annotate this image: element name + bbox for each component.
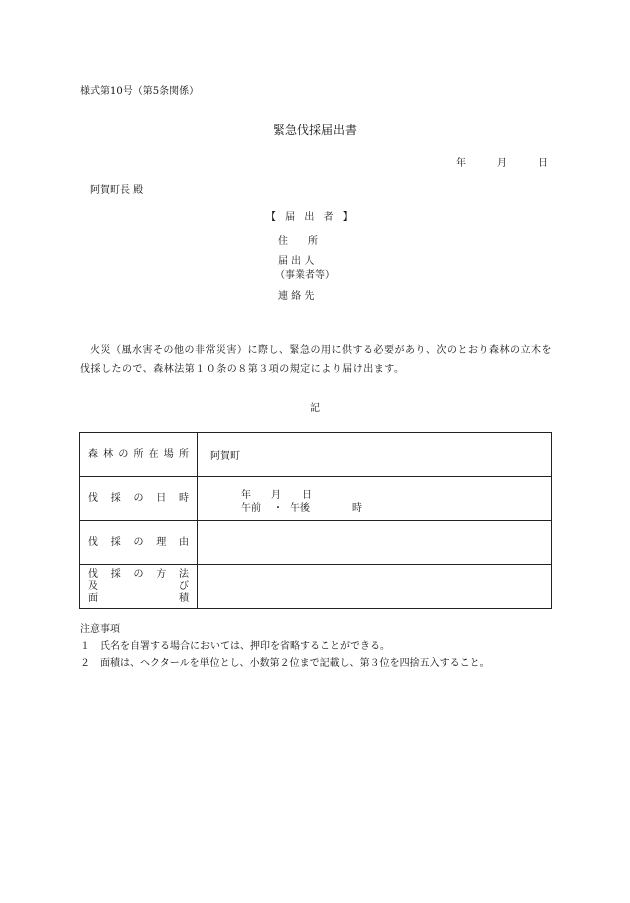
date-month-label: 月 xyxy=(497,158,507,169)
label-char: 伐 xyxy=(88,492,98,504)
datetime-label-cell xyxy=(80,477,198,521)
datetime-month: 月 xyxy=(271,489,281,501)
datetime-hour: 時 xyxy=(352,502,362,514)
label-char: 場 xyxy=(163,448,174,460)
label-char: の xyxy=(133,536,144,548)
date-year-label: 年 xyxy=(456,158,466,169)
datetime-line-date xyxy=(198,486,551,499)
label-char: 在 xyxy=(148,448,159,460)
datetime-line-time xyxy=(198,499,551,512)
datetime-label xyxy=(80,493,197,505)
location-label-cell xyxy=(80,433,198,477)
label-char: 採 xyxy=(110,568,121,580)
datetime-am: 午前 xyxy=(241,502,261,514)
reason-label xyxy=(80,537,197,549)
label-char: 森 xyxy=(88,448,98,460)
table-row-location xyxy=(80,433,552,477)
label-char: 林 xyxy=(103,448,114,460)
method-area-value-cell[interactable] xyxy=(198,565,552,609)
label-char: 所 xyxy=(133,448,144,460)
reason-label-cell xyxy=(80,521,198,565)
reason-value-cell[interactable] xyxy=(198,521,552,565)
and-label xyxy=(80,581,197,593)
location-value-cell[interactable] xyxy=(198,433,552,477)
addressee: 阿賀町長 殿 xyxy=(90,185,144,196)
label-char: 理 xyxy=(156,536,167,548)
datetime-value-cell[interactable] xyxy=(198,477,552,521)
label-char: 日 xyxy=(156,492,167,504)
label-char: 伐 xyxy=(88,568,98,580)
location-label xyxy=(80,449,197,461)
ki-heading: 記 xyxy=(310,403,320,414)
note-item-2: ２ 面積は、ヘクタールを単位とし、小数第２位まで記載し、第３位を四捨五入すること。 xyxy=(80,658,490,669)
applicant-contact-label: 連 絡 先 xyxy=(278,291,315,302)
label-char: の xyxy=(133,492,144,504)
datetime-separator: ・ xyxy=(273,502,283,514)
label-char: 伐 xyxy=(88,536,98,548)
datetime-day: 日 xyxy=(302,489,312,501)
notes xyxy=(80,621,490,672)
applicant-heading: 【 届 出 者 】 xyxy=(266,212,356,223)
note-item-1: １ 氏名を自署する場合においては、押印を省略することができる。 xyxy=(80,641,390,652)
datetime-year: 年 xyxy=(241,489,251,501)
and-label-left: 及 xyxy=(88,580,98,592)
method-label xyxy=(80,569,197,581)
label-char: 法 xyxy=(179,568,189,580)
label-char: 採 xyxy=(110,492,121,504)
form-number: 様式第10号（第5条関係） xyxy=(80,86,200,97)
document-title: 緊急伐採届出書 xyxy=(272,123,357,137)
location-value: 阿賀町 xyxy=(210,451,240,462)
and-label-right: び xyxy=(179,580,189,592)
label-char: 方 xyxy=(156,568,167,580)
notes-heading: 注意事項 xyxy=(80,624,120,635)
label-char: 採 xyxy=(110,536,121,548)
label-char: の xyxy=(118,448,129,460)
applicant-name-sublabel: （事業者等） xyxy=(275,270,335,281)
applicant-address-label: 住 所 xyxy=(278,236,318,247)
area-label-left: 面 xyxy=(88,592,98,604)
table-row-datetime xyxy=(80,477,552,521)
applicant-name-label: 届 出 人 xyxy=(278,256,315,267)
details-table xyxy=(79,432,552,609)
table-row-method-area xyxy=(80,565,552,609)
table-row-reason xyxy=(80,521,552,565)
datetime-pm: 午後 xyxy=(290,502,310,514)
date-day-label: 日 xyxy=(538,158,548,169)
label-char: 時 xyxy=(179,492,189,504)
area-label-right: 積 xyxy=(179,592,189,604)
label-char: 所 xyxy=(178,448,189,460)
declaration-text: 火災（風水害その他の非常災害）に際し、緊急の用に供する必要があり、次のとおり森林の立木を伐採したので、森林法第１０条の８第３項の規定により届け出ます。 xyxy=(80,345,552,375)
method-area-label-cell xyxy=(80,565,198,609)
label-char: 由 xyxy=(179,536,189,548)
label-char: の xyxy=(133,568,144,580)
area-label xyxy=(80,593,197,605)
